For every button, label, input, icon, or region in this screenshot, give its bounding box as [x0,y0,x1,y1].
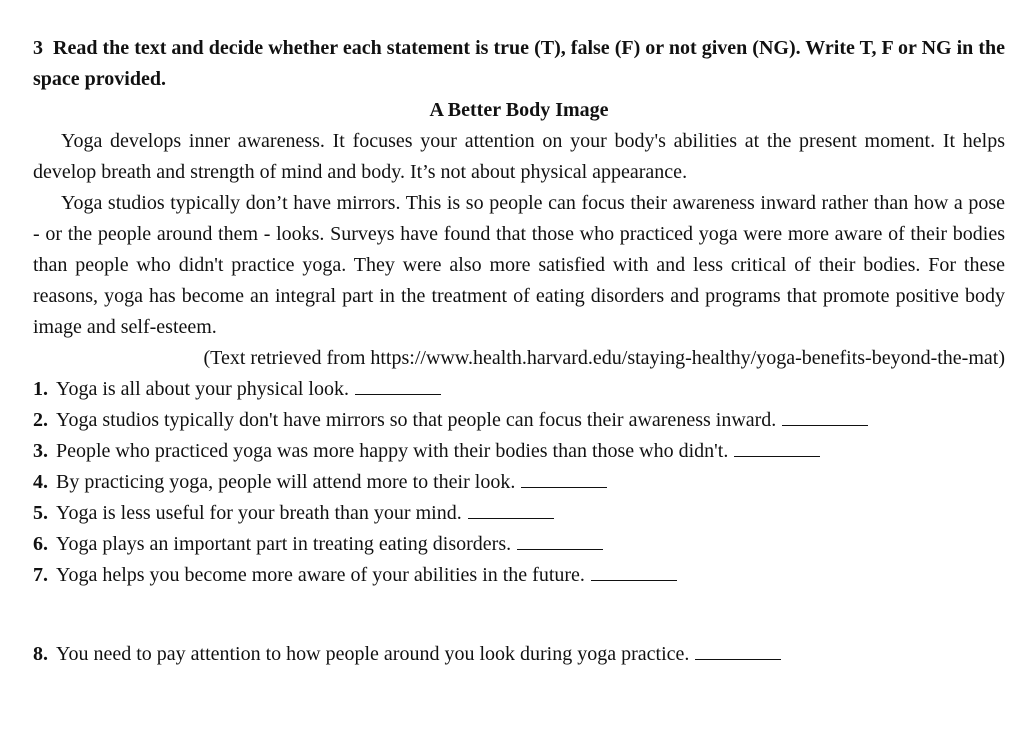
question-list [33,374,1005,670]
answer-blank[interactable] [355,376,441,395]
answer-blank[interactable] [517,531,603,550]
answer-blank[interactable] [591,562,677,581]
question-item [33,498,1005,529]
article-title: A Better Body Image [429,99,609,121]
question-text: By practicing yoga, people will attend more to their look. [56,471,516,493]
question-text: Yoga plays an important part in treating eating disorders. [56,533,512,555]
question-text: Yoga studios typically don't have mirrors so that people can focus their awareness inward. [56,409,777,431]
exercise-number: 3 [33,37,43,59]
exercise-instruction [33,33,1005,95]
article-paragraph-2: Yoga studios typically don’t have mirrors. This is so people can focus their awareness inward rather than how a pose - or the people around them - looks. Surveys have found that those who practiced yoga were more aware of their bodies than people who didn't practice yoga. They were also more satisfied with and less critical of their bodies. For these reasons, yoga has become an integral part in the treatment of eating disorders and programs that promote positive body image and self-esteem. [33,192,1005,338]
answer-blank[interactable] [468,500,554,519]
article-paragraph-1: Yoga develops inner awareness. It focuses your attention on your body's abilities at the present moment. It helps develop breath and strength of mind and body. It’s not about physical appearance. [33,130,1005,183]
answer-blank[interactable] [521,469,607,488]
question-item [33,436,1005,467]
question-number: 1. [33,378,48,400]
question-text: You need to pay attention to how people around you look during yoga practice. [56,643,690,665]
answer-blank[interactable] [782,407,868,426]
question-number: 7. [33,564,48,586]
question-number: 2. [33,409,48,431]
question-item [33,405,1005,436]
question-number: 3. [33,440,48,462]
question-item [33,529,1005,560]
question-item [33,374,1005,405]
question-text: Yoga is less useful for your breath than your mind. [56,502,462,524]
question-text: Yoga helps you become more aware of your abilities in the future. [56,564,585,586]
answer-blank[interactable] [695,641,781,660]
question-item [33,639,1005,670]
instruction-text: Read the text and decide whether each statement is true (T), false (F) or not given (NG). Write T, F or NG in the space provided. [33,37,1005,90]
worksheet-page [33,33,1005,670]
question-text: Yoga is all about your physical look. [56,378,349,400]
question-number: 8. [33,643,48,665]
question-number: 5. [33,502,48,524]
question-item [33,467,1005,498]
question-text: People who practiced yoga was more happy with their bodies than those who didn't. [56,440,729,462]
question-item [33,560,1005,591]
answer-blank[interactable] [734,438,820,457]
article-source: (Text retrieved from https://www.health.harvard.edu/staying-healthy/yoga-benefits-beyond-the-mat) [203,347,1005,369]
question-number: 4. [33,471,48,493]
question-number: 6. [33,533,48,555]
